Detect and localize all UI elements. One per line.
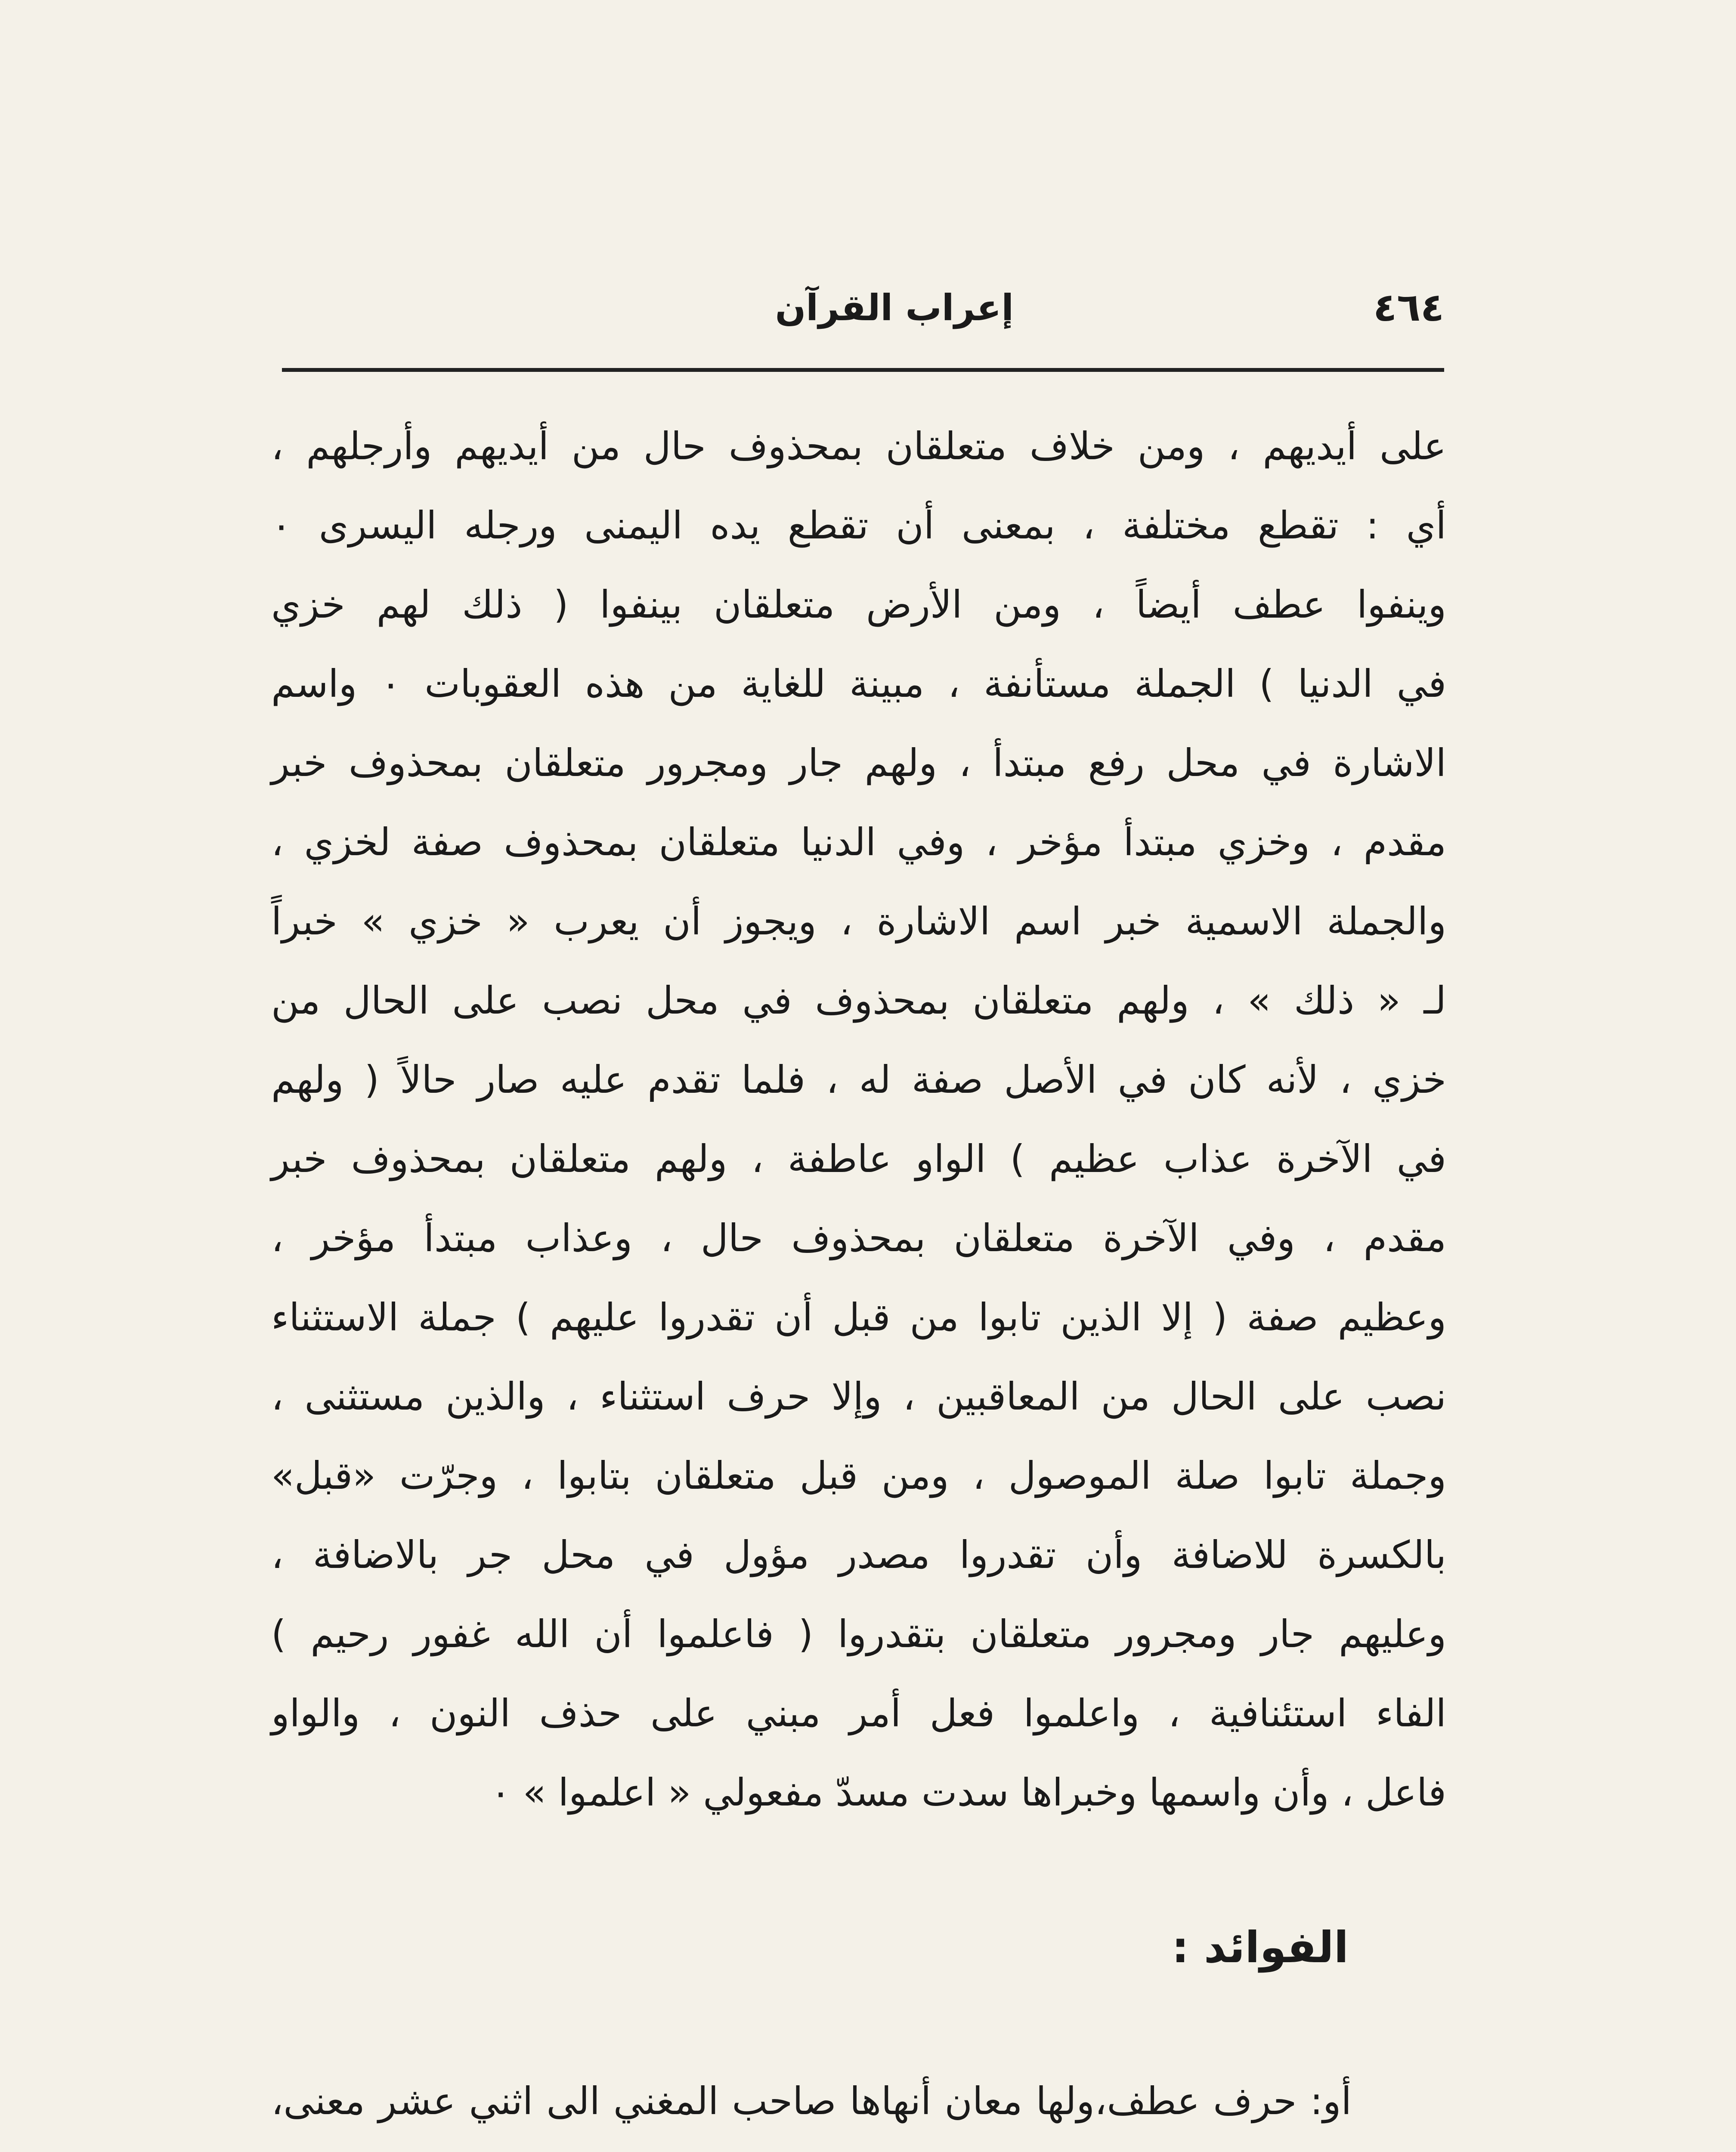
section-text (271, 2062, 1446, 2152)
body-line: على أيديهم ، ومن خلاف متعلقان بمحذوف حال من أيديهم وأرجلهم ، (271, 424, 1446, 468)
section-line: أو: حرف عطف،ولها معان أنهاها صاحب المغني الى اثني عشر معنى، (271, 2079, 1352, 2123)
body-line: لـ « ذلك » ، ولهم متعلقان بمحذوف في محل نصب على الحال من (271, 978, 1446, 1023)
body-text (271, 407, 1446, 1832)
body-line: بالكسرة للاضافة وأن تقدروا مصدر مؤول في محل جر بالاضافة ، (271, 1533, 1446, 1577)
body-line: وعليهم جار ومجرور متعلقان بتقدروا ( فاعلموا أن الله غفور رحيم ) (271, 1612, 1446, 1656)
body-line: نصب على الحال من المعاقبين ، وإلا حرف استثناء ، والذين مستثنى ، (271, 1374, 1446, 1419)
body-line: في الدنيا ) الجملة مستأنفة ، مبينة للغاية من هذه العقوبات ٠ واسم (271, 662, 1447, 706)
body-line: الفاء استئنافية ، واعلموا فعل أمر مبني على حذف النون ، والواو (271, 1691, 1446, 1735)
section-line (271, 2141, 1446, 2152)
body-line: وينفوا عطف أيضاً ، ومن الأرض متعلقان بينفوا ( ذلك لهم خزي (271, 582, 1446, 627)
header-rule (282, 368, 1444, 372)
page-header (282, 275, 1444, 340)
body-line: أي : تقطع مختلفة ، بمعنى أن تقطع يده اليمنى ورجله اليسرى ٠ (271, 503, 1446, 547)
body-line: مقدم ، وخزي مبتدأ مؤخر ، وفي الدنيا متعلقان بمحذوف صفة لخزي ، (271, 820, 1446, 864)
body-line: في الآخرة عذاب عظيم ) الواو عاطفة ، ولهم متعلقان بمحذوف خبر (271, 1137, 1446, 1181)
body-line: فاعل ، وأن واسمها وخبراها سدت مسدّ مفعولي « اعلموا » ٠ (490, 1770, 1446, 1815)
body-line: الاشارة في محل رفع مبتدأ ، ولهم جار ومجرور متعلقان بمحذوف خبر (271, 741, 1446, 785)
body-line: والجملة الاسمية خبر اسم الاشارة ، ويجوز أن يعرب « خزي » خبراً (271, 899, 1446, 943)
body-line: مقدم ، وفي الآخرة متعلقان بمحذوف حال ، وعذاب مبتدأ مؤخر ، (271, 1216, 1446, 1260)
section-heading: الفوائد : (1172, 1922, 1349, 1973)
body-line: وجملة تابوا صلة الموصول ، ومن قبل متعلقان بتابوا ، وجرّت «قبل» (271, 1453, 1446, 1498)
page-number: ٤٦٤ (1373, 285, 1444, 330)
body-line: خزي ، لأنه كان في الأصل صفة له ، فلما تقدم عليه صار حالاً ( ولهم (271, 1057, 1446, 1102)
body-line: وعظيم صفة ( إلا الذين تابوا من قبل أن تقدروا عليهم ) جملة الاستثناء (271, 1295, 1446, 1339)
running-title: إعراب القرآن (775, 287, 1014, 329)
